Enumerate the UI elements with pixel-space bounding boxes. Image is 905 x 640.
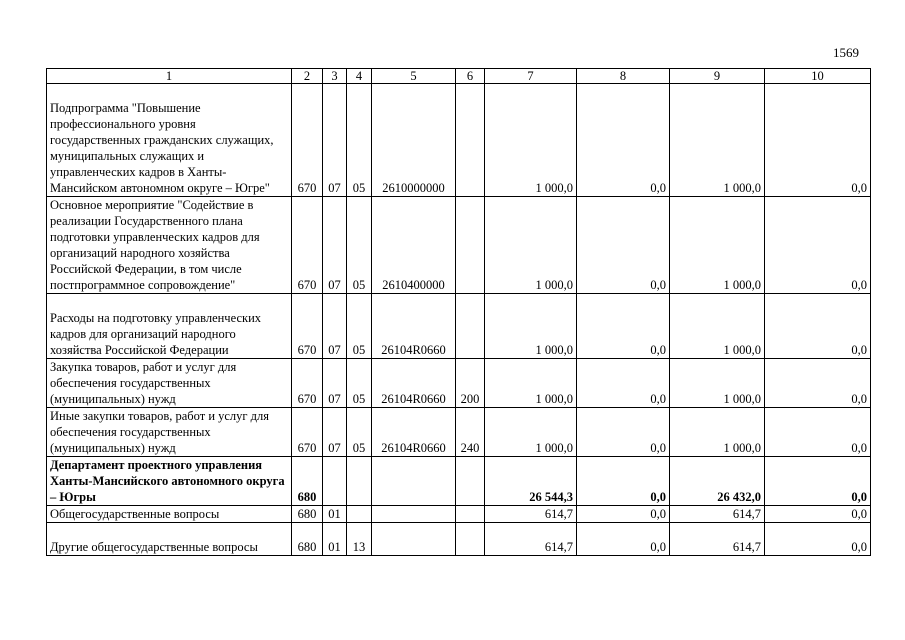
ministry-code-cell: 670 xyxy=(292,359,323,408)
table-row xyxy=(47,523,871,556)
amount-col10-cell: 0,0 xyxy=(765,197,871,294)
ministry-code-cell: 670 xyxy=(292,84,323,197)
table-row xyxy=(47,457,871,506)
amount-col7-cell: 1 000,0 xyxy=(485,197,577,294)
column-number: 3 xyxy=(323,69,347,84)
amount-col7-cell: 614,7 xyxy=(485,506,577,523)
target-article-cell: 26104R0660 xyxy=(372,408,456,457)
target-article-cell: 2610400000 xyxy=(372,197,456,294)
amount-col8-cell: 0,0 xyxy=(577,523,670,556)
target-article-cell: 2610000000 xyxy=(372,84,456,197)
subsection-code-cell: 13 xyxy=(347,523,372,556)
column-number: 4 xyxy=(347,69,372,84)
amount-col10-cell: 0,0 xyxy=(765,523,871,556)
target-article-cell: 26104R0660 xyxy=(372,294,456,359)
row-name-cell: Общегосударственные вопросы xyxy=(47,506,292,523)
expense-type-cell xyxy=(456,197,485,294)
subsection-code-cell xyxy=(347,457,372,506)
amount-col7-cell: 1 000,0 xyxy=(485,294,577,359)
amount-col7-cell: 26 544,3 xyxy=(485,457,577,506)
target-article-cell xyxy=(372,506,456,523)
column-number: 7 xyxy=(485,69,577,84)
table-row xyxy=(47,294,871,359)
budget-table xyxy=(46,68,871,556)
amount-col8-cell: 0,0 xyxy=(577,457,670,506)
column-number: 1 xyxy=(47,69,292,84)
row-name-cell: Закупка товаров, работ и услуг для обеспечения государственных (муниципальных) нужд xyxy=(47,359,292,408)
ministry-code-cell: 670 xyxy=(292,408,323,457)
amount-col9-cell: 1 000,0 xyxy=(670,408,765,457)
ministry-code-cell: 680 xyxy=(292,457,323,506)
row-name-cell: Расходы на подготовку управленческих кадров для организаций народного хозяйства Российской Федерации xyxy=(47,294,292,359)
section-code-cell: 07 xyxy=(323,408,347,457)
amount-col9-cell: 1 000,0 xyxy=(670,359,765,408)
column-number: 10 xyxy=(765,69,871,84)
subsection-code-cell: 05 xyxy=(347,359,372,408)
ministry-code-cell: 680 xyxy=(292,523,323,556)
table-row xyxy=(47,408,871,457)
subsection-code-cell: 05 xyxy=(347,408,372,457)
amount-col7-cell: 1 000,0 xyxy=(485,359,577,408)
amount-col9-cell: 26 432,0 xyxy=(670,457,765,506)
expense-type-cell: 200 xyxy=(456,359,485,408)
target-article-cell: 26104R0660 xyxy=(372,359,456,408)
amount-col9-cell: 614,7 xyxy=(670,506,765,523)
subsection-code-cell: 05 xyxy=(347,197,372,294)
table-row xyxy=(47,506,871,523)
section-code-cell: 01 xyxy=(323,523,347,556)
expense-type-cell xyxy=(456,457,485,506)
section-code-cell: 01 xyxy=(323,506,347,523)
amount-col8-cell: 0,0 xyxy=(577,197,670,294)
amount-col7-cell: 614,7 xyxy=(485,523,577,556)
table-row xyxy=(47,197,871,294)
ministry-code-cell: 680 xyxy=(292,506,323,523)
column-number: 9 xyxy=(670,69,765,84)
amount-col7-cell: 1 000,0 xyxy=(485,408,577,457)
amount-col10-cell: 0,0 xyxy=(765,294,871,359)
amount-col10-cell: 0,0 xyxy=(765,84,871,197)
column-number: 6 xyxy=(456,69,485,84)
subsection-code-cell xyxy=(347,506,372,523)
amount-col8-cell: 0,0 xyxy=(577,84,670,197)
section-code-cell xyxy=(323,457,347,506)
row-name-cell: Подпрограмма "Повышение профессионального уровня государственных гражданских служащих, муниципальных служащих и управленческих кадров в Ханты-Мансийском автономном округе – Югре" xyxy=(47,84,292,197)
row-name-cell: Основное мероприятие "Содействие в реализации Государственного плана подготовки управленческих кадров для организаций народного хозяйства Российской Федерации, в том числе постпрограммное сопровождение" xyxy=(47,197,292,294)
amount-col10-cell: 0,0 xyxy=(765,408,871,457)
row-name-cell: Другие общегосударственные вопросы xyxy=(47,523,292,556)
subsection-code-cell: 05 xyxy=(347,84,372,197)
amount-col8-cell: 0,0 xyxy=(577,408,670,457)
row-name-cell: Иные закупки товаров, работ и услуг для обеспечения государственных (муниципальных) нужд xyxy=(47,408,292,457)
target-article-cell xyxy=(372,523,456,556)
expense-type-cell xyxy=(456,84,485,197)
column-numbers-row xyxy=(47,69,871,84)
ministry-code-cell: 670 xyxy=(292,197,323,294)
amount-col9-cell: 1 000,0 xyxy=(670,84,765,197)
amount-col10-cell: 0,0 xyxy=(765,506,871,523)
page-number: 1569 xyxy=(833,45,859,60)
expense-type-cell xyxy=(456,294,485,359)
section-code-cell: 07 xyxy=(323,84,347,197)
amount-col8-cell: 0,0 xyxy=(577,294,670,359)
section-code-cell: 07 xyxy=(323,197,347,294)
column-number: 2 xyxy=(292,69,323,84)
amount-col9-cell: 1 000,0 xyxy=(670,294,765,359)
amount-col8-cell: 0,0 xyxy=(577,359,670,408)
expense-type-cell: 240 xyxy=(456,408,485,457)
expense-type-cell xyxy=(456,523,485,556)
section-code-cell: 07 xyxy=(323,294,347,359)
section-code-cell: 07 xyxy=(323,359,347,408)
table-row xyxy=(47,84,871,197)
amount-col9-cell: 1 000,0 xyxy=(670,197,765,294)
row-name-cell: Департамент проектного управления Ханты-Мансийского автономного округа – Югры xyxy=(47,457,292,506)
ministry-code-cell: 670 xyxy=(292,294,323,359)
table-row xyxy=(47,359,871,408)
amount-col9-cell: 614,7 xyxy=(670,523,765,556)
amount-col10-cell: 0,0 xyxy=(765,359,871,408)
amount-col10-cell: 0,0 xyxy=(765,457,871,506)
amount-col7-cell: 1 000,0 xyxy=(485,84,577,197)
amount-col8-cell: 0,0 xyxy=(577,506,670,523)
column-number: 8 xyxy=(577,69,670,84)
target-article-cell xyxy=(372,457,456,506)
subsection-code-cell: 05 xyxy=(347,294,372,359)
column-number: 5 xyxy=(372,69,456,84)
expense-type-cell xyxy=(456,506,485,523)
